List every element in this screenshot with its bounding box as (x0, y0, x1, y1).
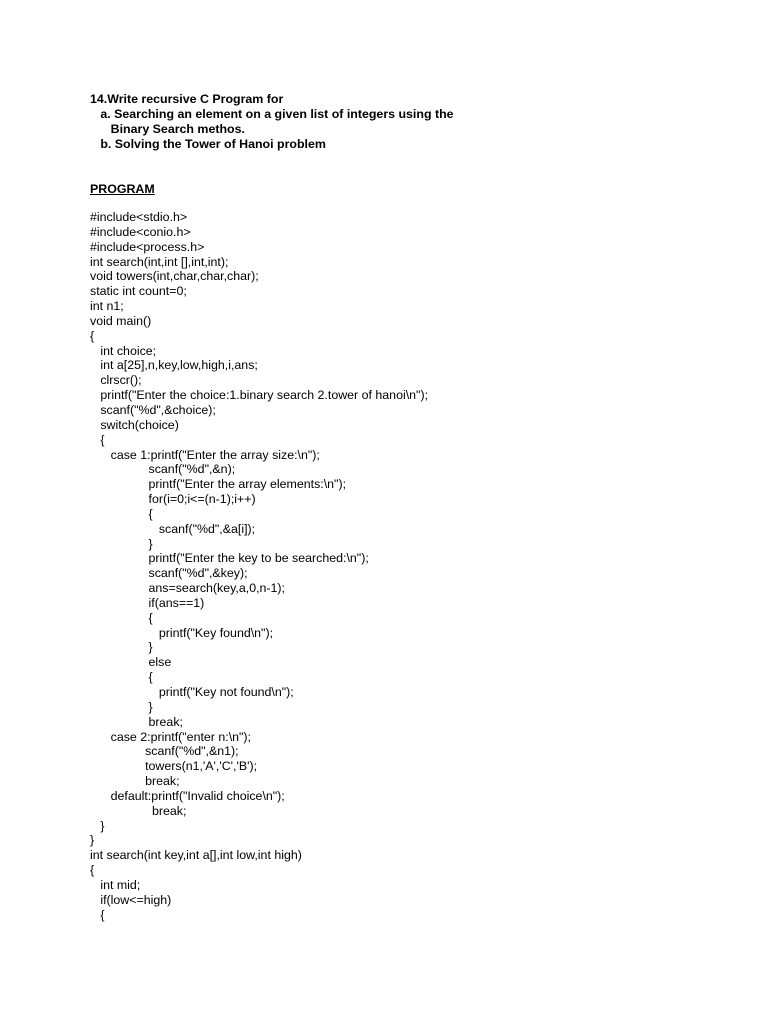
question-part-a-continued: Binary Search methos. (90, 122, 245, 136)
code-line: if(low<=high) (90, 892, 172, 907)
code-line: scanf("%d",&n); (90, 462, 236, 477)
code-line: int n1; (90, 299, 124, 314)
code-line: case 1:printf("Enter the array size:\n"); (90, 447, 320, 462)
question-part-b: b. Solving the Tower of Hanoi problem (90, 137, 326, 151)
code-line: int search(int key,int a[],int low,int high) (90, 848, 302, 863)
code-line: printf("Key found\n"); (90, 625, 274, 640)
code-line: void towers(int,char,char,char); (90, 269, 259, 284)
question-part-a: a. Searching an element on a given list of integers using the (90, 107, 454, 121)
code-line: if(ans==1) (90, 595, 205, 610)
code-line: break; (90, 774, 180, 789)
code-line: int mid; (90, 877, 141, 892)
code-line: scanf("%d",&key); (90, 566, 248, 581)
code-line: } (90, 536, 153, 551)
code-line: scanf("%d",&n1); (90, 744, 239, 759)
code-line: { (90, 506, 153, 521)
code-line: { (90, 328, 95, 343)
code-line: printf("Key not found\n"); (90, 685, 294, 699)
code-line: switch(choice) (90, 417, 179, 432)
code-line: { (90, 670, 153, 685)
code-line: scanf("%d",&choice); (90, 402, 216, 417)
code-line: printf("Enter the array elements:\n"); (90, 477, 347, 492)
code-line: } (90, 833, 95, 848)
code-line: int search(int,int [],int,int); (90, 254, 229, 269)
code-line: scanf("%d",&a[i]); (90, 521, 256, 536)
code-line: printf("Enter the key to be searched:\n"); (90, 551, 369, 566)
code-line: static int count=0; (90, 284, 187, 299)
code-line: } (90, 640, 153, 655)
program-title: PROGRAM (90, 182, 155, 196)
code-line: { (90, 907, 105, 922)
code-line: int a[25],n,key,low,high,i,ans; (90, 358, 258, 373)
code-line: break; (90, 714, 183, 729)
code-line: { (90, 432, 105, 447)
code-line: } (90, 818, 105, 833)
code-line: for(i=0;i<=(n-1);i++) (90, 492, 256, 507)
code-line: printf("Enter the choice:1.binary search 2.tower of hanoi\n"); (90, 388, 429, 403)
question-heading (90, 92, 454, 152)
question-title: 14.Write recursive C Program for (90, 92, 284, 106)
code-line: break; (90, 803, 187, 818)
code-line: towers(n1,'A','C','B'); (90, 759, 258, 774)
code-line: else (90, 655, 172, 670)
code-line: int choice; (90, 343, 157, 358)
code-line: #include<conio.h> (90, 224, 191, 239)
code-line: { (90, 610, 153, 625)
code-line: ans=search(key,a,0,n-1); (90, 581, 286, 596)
code-line: #include<process.h> (90, 239, 205, 254)
code-line: case 2:printf("enter n:\n"); (90, 729, 251, 744)
code-line: { (90, 863, 95, 878)
code-line: default:printf("Invalid choice\n"); (90, 788, 285, 803)
code-block (90, 210, 428, 923)
code-line: void main() (90, 313, 152, 328)
code-line: clrscr(); (90, 373, 142, 388)
code-line: #include<stdio.h> (90, 210, 188, 224)
code-line: } (90, 699, 153, 714)
